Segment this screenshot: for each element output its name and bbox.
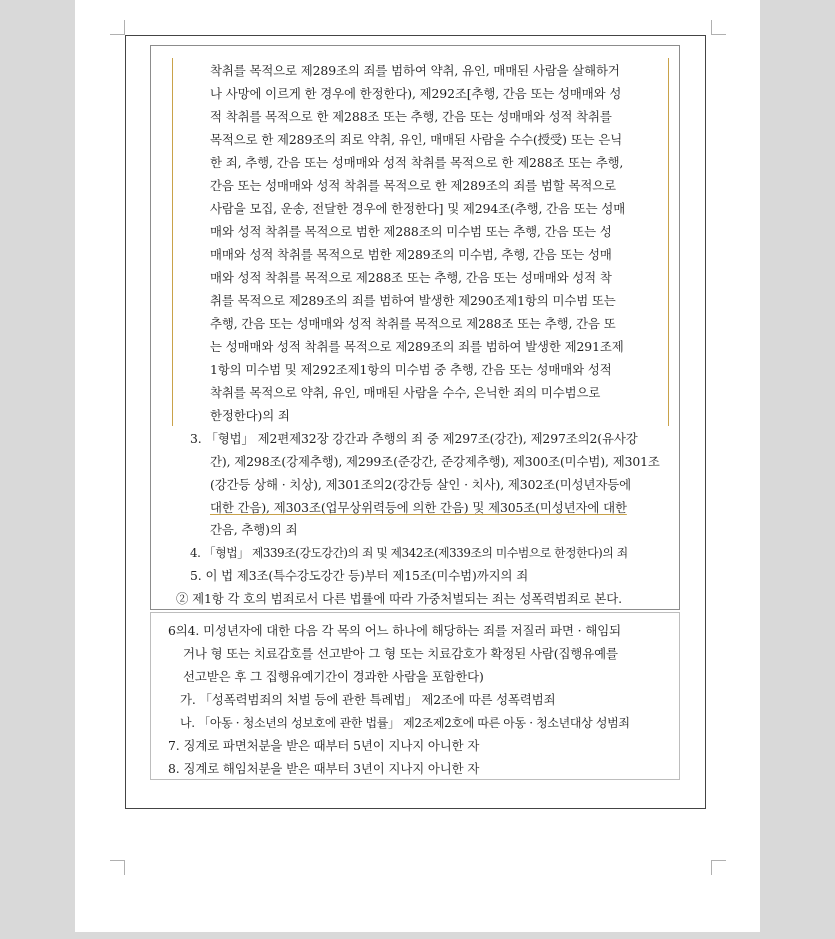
crop-mark-bottom-left [110, 860, 125, 875]
text-line: 나 사망에 이르게 한 경우에 한정한다), 제292조[추행, 간음 또는 성매매와 성 [210, 86, 622, 101]
list-item-6-4: 6의4. 미성년자에 대한 다음 각 목의 어느 하나에 해당하는 죄를 저질러 파면 · 해임되 [168, 623, 621, 638]
text-line: 대한 간음), 제303조(업무상위력등에 의한 간음) 및 제305조(미성년자에 대한 [210, 500, 627, 515]
crop-mark-top-right [711, 20, 726, 35]
text-line: 적 착취를 목적으로 한 제288조 또는 추행, 간음 또는 성매매와 성적 착취를 [210, 109, 612, 124]
text-line: 한정한다)의 죄 [210, 408, 290, 423]
list-item-7: 7. 징계로 파면처분을 받은 때부터 5년이 지나지 아니한 자 [168, 738, 480, 753]
list-item-4: 4. 「형법」 제339조(강도강간)의 죄 및 제342조(제339조의 미수범으로 한정한다)의 죄 [190, 546, 628, 560]
text-line: 추행, 간음 또는 성매매와 성적 착취를 목적으로 제288조 또는 추행, 간음 또 [210, 316, 616, 331]
text-line: 간음 또는 성매매와 성적 착취를 목적으로 한 제289조의 죄를 범할 목적으로 [210, 178, 616, 193]
text-line: 목적으로 한 제289조의 죄로 약취, 유인, 매매된 사람을 수수(授受) 또는 은닉 [210, 132, 623, 147]
text-line: 는 성매매와 성적 착취를 목적으로 제289조의 죄를 범하여 발생한 제291조제 [210, 339, 624, 354]
text-line: 간음, 추행)의 죄 [210, 522, 298, 537]
text-line: 선고받은 후 그 집행유예기간이 경과한 사람을 포함한다) [183, 669, 484, 684]
text-line: 착취를 목적으로 제289조의 죄를 범하여 약취, 유인, 매매된 사람을 살해하거 [210, 63, 620, 78]
text-line: 매와 성적 착취를 목적으로 범한 제288조의 미수범 또는 추행, 간음 또는 성 [210, 224, 612, 239]
list-item-5: 5. 이 법 제3조(특수강도강간 등)부터 제15조(미수범)까지의 죄 [190, 568, 529, 583]
list-item-8: 8. 징계로 해임처분을 받은 때부터 3년이 지나지 아니한 자 [168, 761, 480, 776]
document-page [75, 0, 760, 932]
crop-mark-top-left [110, 20, 125, 35]
text-line: 매매와 성적 착취를 목적으로 범한 제289조의 미수범, 추행, 간음 또는 성매 [210, 247, 612, 262]
crop-mark-bottom-right [711, 860, 726, 875]
text-line: 한 죄, 추행, 간음 또는 성매매와 성적 착취를 목적으로 한 제288조 또는 추행, [210, 155, 624, 170]
paragraph-2: ② 제1항 각 호의 범죄로서 다른 법률에 따라 가중처벌되는 죄는 성폭력범죄로 본다. [176, 591, 622, 606]
text-line: 간), 제298조(강제추행), 제299조(준강간, 준강제추행), 제300조(미수범), 제301조 [210, 454, 660, 469]
text-line: 거나 형 또는 치료감호를 선고받아 그 형 또는 치료감호가 확정된 사람(집행유예를 [183, 646, 618, 661]
sub-item-na: 나. 「아동 · 청소년의 성보호에 관한 법률」 제2조제2호에 따른 아동 · 청소년대상 성범죄 [180, 716, 630, 730]
sub-item-ga: 가. 「성폭력범죄의 처벌 등에 관한 특례법」 제2조에 따른 성폭력범죄 [180, 692, 556, 707]
text-line: 착취를 목적으로 약취, 유인, 매매된 사람을 수수, 은닉한 죄의 미수범으로 [210, 385, 601, 400]
text-line: 취를 목적으로 제289조의 죄를 범하여 발생한 제290조제1항의 미수범 또는 [210, 293, 616, 308]
text-line: 매와 성적 착취를 목적으로 제288조 또는 추행, 간음 또는 성매매와 성적 착 [210, 270, 612, 285]
text-line: 사람을 모집, 운송, 전달한 경우에 한정한다] 및 제294조(추행, 간음 또는 성매 [210, 201, 626, 216]
list-item-3: 3. 「형법」 제2편제32장 강간과 추행의 죄 중 제297조(강간), 제297조의2(유사강 [190, 431, 638, 446]
text-line: (강간등 상해 · 치상), 제301조의2(강간등 살인 · 치사), 제302조(미성년자등에 [210, 477, 631, 492]
text-line: 1항의 미수범 및 제292조제1항의 미수범 중 추행, 간음 또는 성매매와 성적 [210, 362, 612, 377]
